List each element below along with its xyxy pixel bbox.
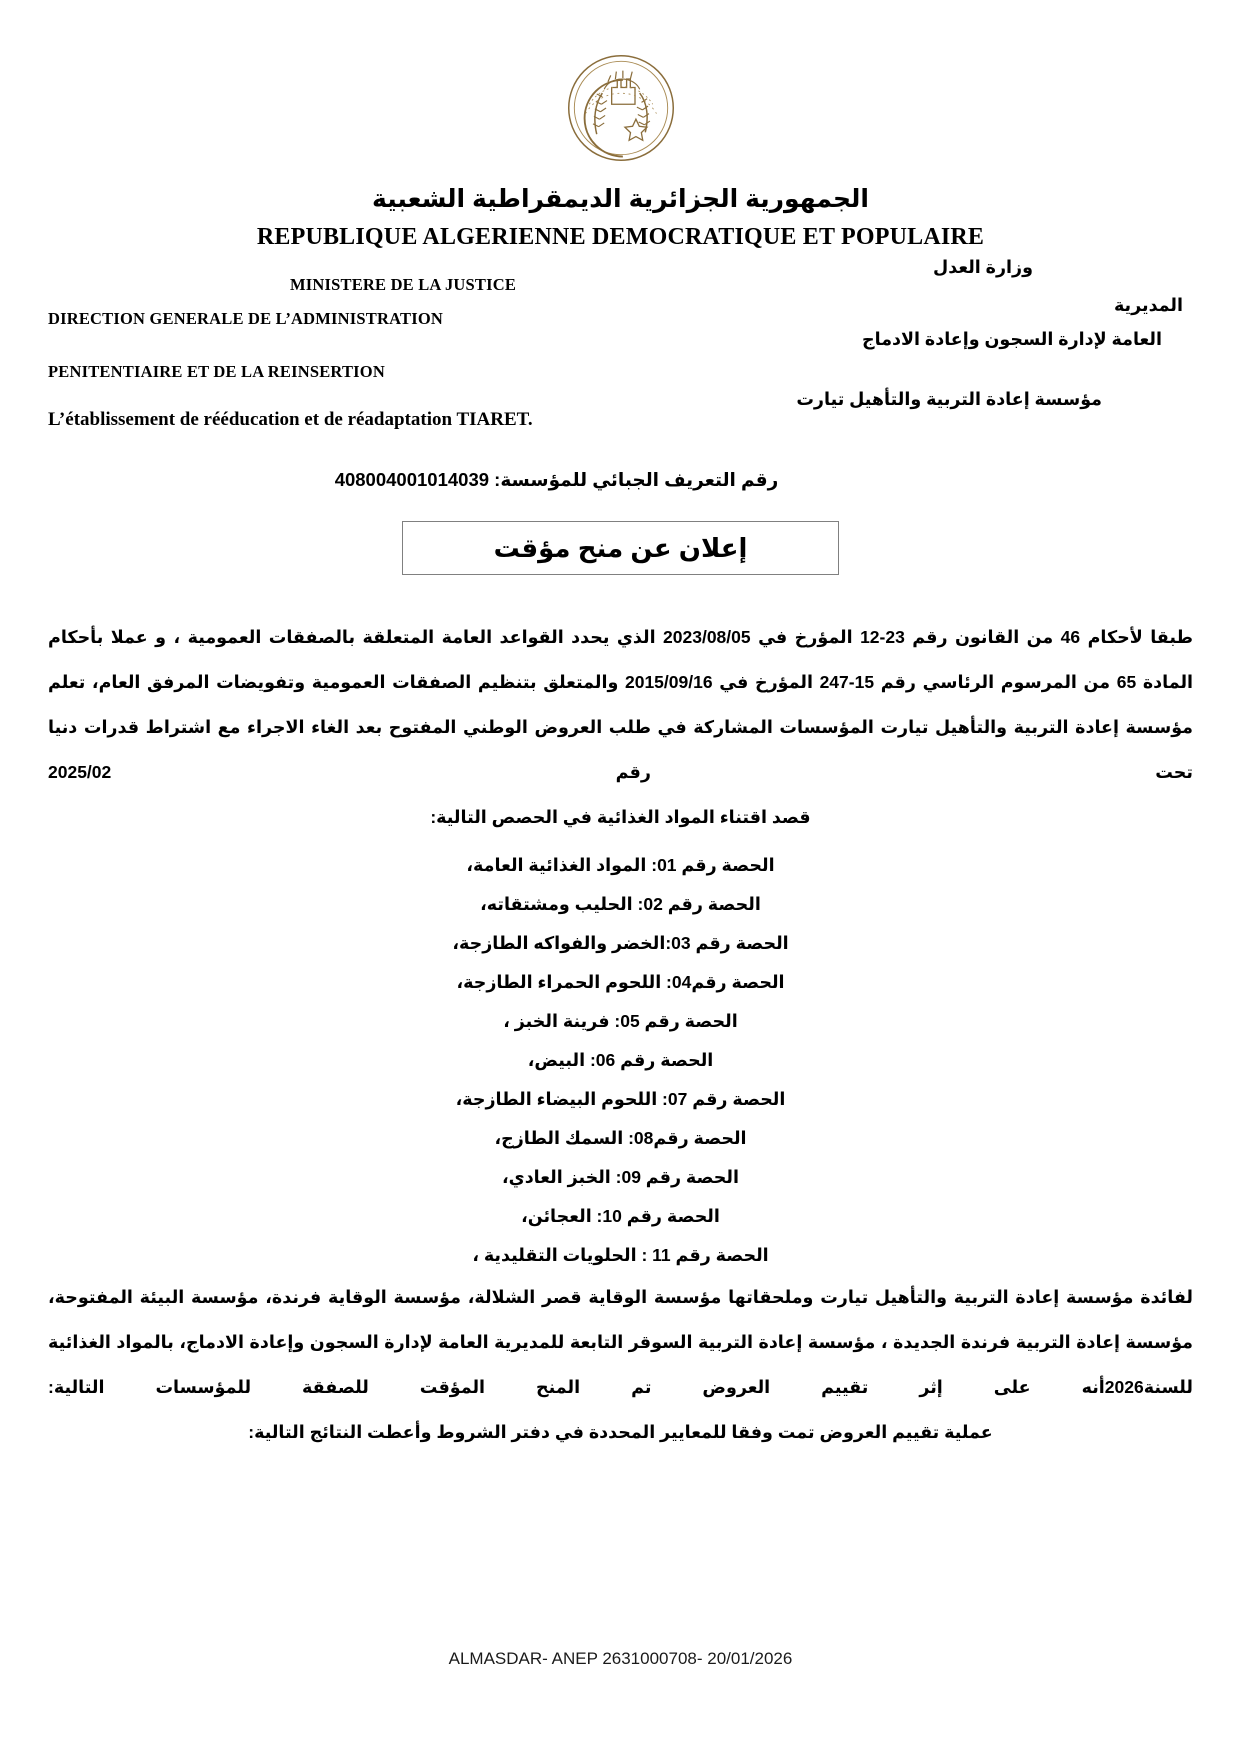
list-item: الحصة رقم 01: المواد الغذائية العامة، — [466, 855, 775, 875]
algerian-national-emblem-icon — [565, 52, 677, 164]
directorate-label-french-1: DIRECTION GENERALE DE L’ADMINISTRATION — [48, 309, 443, 328]
body-paragraph-4: عملية تقييم العروض تمت وفقا للمعايير المحددة في دفتر الشروط وأعطت النتائج التالية: — [248, 1422, 993, 1442]
republic-title-french: REPUBLIQUE ALGERIENNE DEMOCRATIQUE ET POPULAIRE — [256, 224, 985, 250]
list-item: الحصة رقم 07: اللحوم البيضاء الطازجة، — [455, 1089, 786, 1109]
list-item: الحصة رقم 06: البيض، — [527, 1050, 714, 1070]
list-item: الحصة رقم08: السمك الطازج، — [494, 1128, 747, 1148]
directorate-label-french-2: PENITENTIAIRE ET DE LA REINSERTION — [48, 362, 385, 381]
emblem-container — [48, 0, 1193, 164]
announcement-title-box: إعلان عن منح مؤقت — [402, 521, 839, 575]
body-paragraph-2: قصد اقتناء المواد الغذائية في الحصص التالية: — [430, 807, 811, 827]
directorate-label-arabic-2: العامة لإدارة السجون وإعادة الادماج — [862, 329, 1162, 349]
establishment-label-french: L’établissement de rééducation et de réadaptation TIARET. — [48, 409, 533, 430]
republic-title-arabic: الجمهورية الجزائرية الديمقراطية الشعبية — [372, 185, 869, 213]
directorate-label-arabic-1: المديرية — [1113, 295, 1183, 315]
footer-reference: ALMASDAR- ANEP 2631000708- 20/01/2026 — [448, 1649, 793, 1668]
list-item: الحصة رقم 02: الحليب ومشتقاته، — [480, 894, 761, 914]
ministry-label-french: MINISTERE DE LA JUSTICE — [290, 275, 517, 294]
list-item: الحصة رقم 11 : الحلويات التقليدية ، — [472, 1245, 769, 1265]
list-item: الحصة رقم04: اللحوم الحمراء الطازجة، — [456, 972, 785, 992]
body-paragraph-1: طبقا لأحكام 46 من القانون رقم 23-12 المؤرخ في 2023/08/05 الذي يحدد القواعد العامة المتعلقة بالصفقات العمومية ، و عملا بأحكام المادة 65 من المرسوم الرئاسي رقم 15-247 المؤرخ في 2015/09/16 والمتعلق بتنظيم الصفقات العمومية وتفويضات المرفق العام، تعلم مؤسسة إعادة التربية والتأهيل تيارت المؤسسات المشاركة في طلب العروض الوطني المفتوح بعد الغاء الاجراء مع اشتراط قدرات دنيا تحت رقم 2025/02 — [48, 627, 1194, 782]
header-columns — [48, 257, 1193, 467]
tax-identification-number: رقم التعريف الجبائي للمؤسسة: 408004001014039 — [334, 469, 779, 490]
ministry-label-arabic: وزارة العدل — [933, 257, 1033, 277]
establishment-label-arabic: مؤسسة إعادة التربية والتأهيل تيارت — [796, 389, 1102, 409]
list-item: الحصة رقم 10: العجائن، — [521, 1206, 720, 1226]
announcement-title-container — [48, 521, 1193, 575]
document-body — [48, 615, 1193, 1455]
list-item: الحصة رقم 03:الخضر والفواكه الطازجة، — [452, 933, 789, 953]
lots-list — [48, 846, 1193, 1275]
list-item: الحصة رقم 05: فرينة الخبز ، — [503, 1011, 738, 1031]
body-paragraph-3: لفائدة مؤسسة إعادة التربية والتأهيل تيارت وملحقاتها مؤسسة الوقاية قصر الشلالة، مؤسسة الوقاية فرندة، مؤسسة البيئة المفتوحة، مؤسسة إعادة التربية فرندة الجديدة ، مؤسسة إعادة التربية السوقر التابعة للمديرية العامة لإدارة السجون وإعادة الادماج، بالمواد الغذائية للسنة2026أنه على إثر تقييم العروض تم المنح المؤقت للصفقة للمؤسسات التالية: — [48, 1287, 1193, 1397]
list-item: الحصة رقم 09: الخبز العادي، — [502, 1167, 739, 1187]
